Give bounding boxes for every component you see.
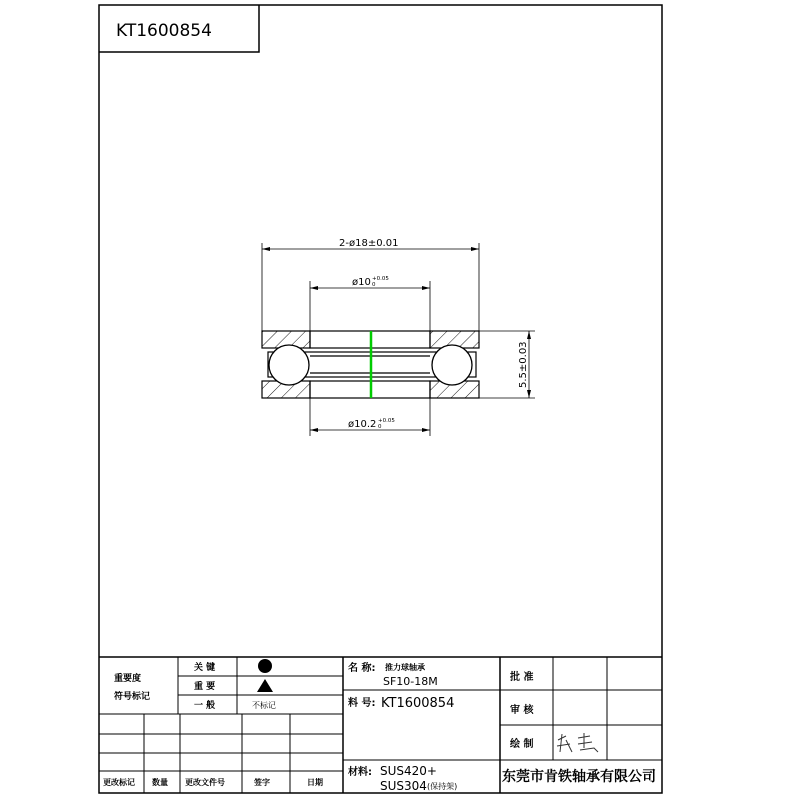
drawing-number-box — [99, 5, 259, 52]
part-name-label: 名 称: — [348, 663, 376, 674]
part-number-label: 料 号: — [348, 698, 376, 709]
material-line1: SUS420+ — [380, 764, 437, 778]
handwritten-signature — [557, 733, 598, 752]
footer-quantity: 数量 — [152, 778, 168, 787]
material-note: (保持架) — [427, 782, 458, 791]
outer-diameter-dimension: 2-ø18±0.01 — [339, 238, 399, 249]
approve-label: 批 准 — [510, 672, 534, 683]
bore-diameter-dimension — [352, 276, 389, 288]
legend-importance-line1: 重要度 — [114, 674, 142, 684]
legend-general-label: 一 般 — [194, 701, 216, 711]
right-ball — [432, 345, 472, 385]
footer-date: 日期 — [307, 778, 323, 787]
inner-diameter-dimension — [348, 418, 395, 430]
part-number-value: KT1600854 — [381, 696, 455, 711]
svg-text:+0.05: +0.05 — [378, 418, 395, 424]
material-line2: SUS304 — [380, 779, 427, 793]
svg-text:+0.05: +0.05 — [372, 276, 389, 282]
svg-text:0: 0 — [378, 424, 382, 430]
footer-signature: 签字 — [254, 778, 270, 787]
legend-no-mark-text: 不标记 — [252, 701, 276, 710]
part-name-cn: 推力球轴承 — [385, 663, 425, 672]
drawing-border — [99, 5, 662, 793]
part-name-code: SF10-18M — [383, 675, 438, 688]
legend-critical-label: 关 键 — [194, 663, 216, 673]
filled-circle-icon — [258, 659, 272, 673]
legend-importance-line2: 符号标记 — [114, 692, 151, 702]
review-label: 审 核 — [510, 705, 534, 716]
svg-text:ø10.2: ø10.2 — [348, 419, 377, 430]
footer-change-mark: 更改标记 — [103, 778, 135, 787]
draw-label: 绘 制 — [510, 739, 534, 750]
filled-triangle-icon — [257, 679, 273, 692]
legend-important-label: 重 要 — [194, 682, 216, 692]
drawing-number-text: KT1600854 — [116, 21, 212, 41]
left-ball — [269, 345, 309, 385]
svg-text:ø10: ø10 — [352, 277, 371, 288]
footer-change-doc-no: 更改文件号 — [185, 778, 225, 787]
bearing-section-view — [262, 331, 479, 398]
svg-text:0: 0 — [372, 282, 376, 288]
company-name: 东莞市肯铁轴承有限公司 — [502, 769, 656, 785]
material-label: 材料: — [348, 767, 372, 778]
height-dimension: 5.5±0.03 — [518, 341, 529, 388]
